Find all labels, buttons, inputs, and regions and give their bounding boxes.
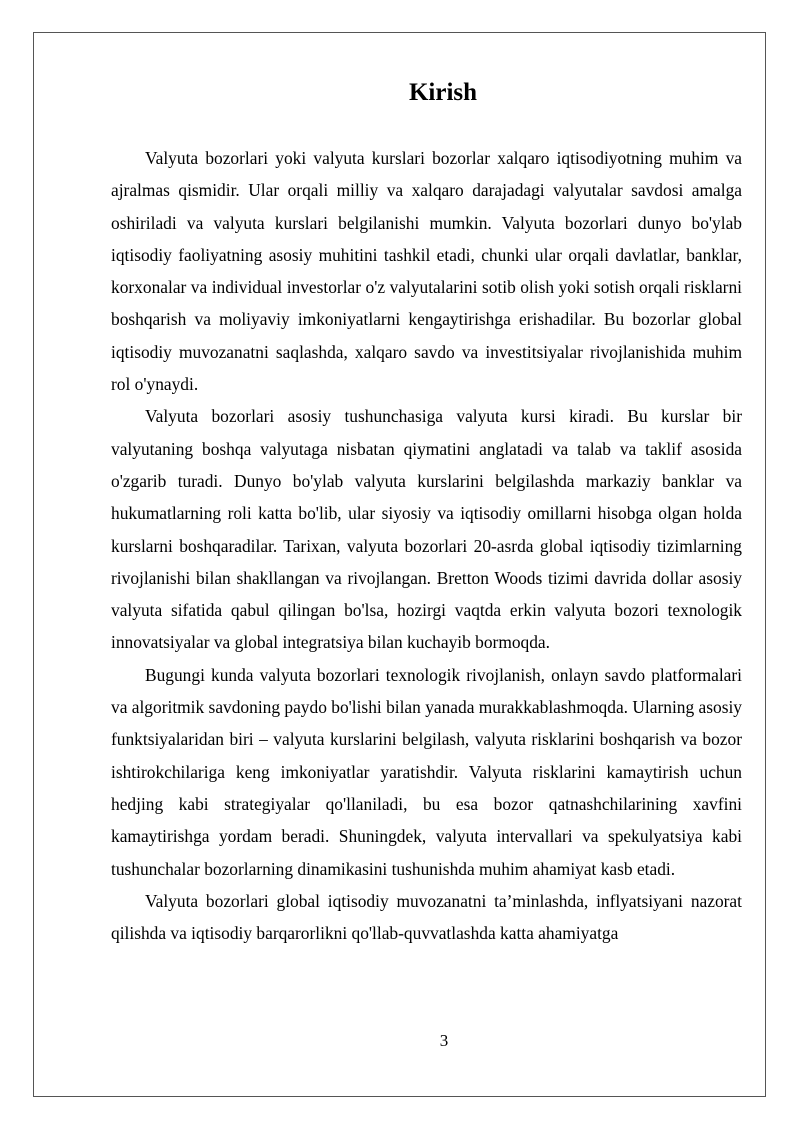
paragraph-1: Valyuta bozorlari yoki valyuta kurslari bozorlar xalqaro iqtisodiyotning muhim va ajralmas qismidir. Ular orqali milliy va xalqaro darajadagi valyutalar savdosi amalga oshiriladi va valyuta kurslari belgilanishi mumkin. Valyuta bozorlari dunyo bo'ylab iqtisodiy faoliyatning asosiy muhitini tashkil etadi, chunki ular orqali davlatlar, banklar, korxonalar va individual investorlar o'z valyutalarini sotib olish yoki sotish orqali risklarni boshqarish va moliyaviy imkoniyatlarni kengaytirishga erishadilar. Bu bozorlar global iqtisodiy muvozanatni saqlashda, xalqaro savdo va investitsiyalar rivojlanishida muhim rol o'ynaydi. <box>111 148 742 395</box>
page-title: Kirish <box>408 79 478 106</box>
paragraph-3: Bugungi kunda valyuta bozorlari texnologik rivojlanish, onlayn savdo platformalari va algoritmik savdoning paydo bo'lishi bilan yanada murakkablashmoqda. Ularning asosiy funktsiyalaridan biri – valyuta kurslarini belgilash, valyuta risklarini boshqarish va bozor ishtirokchilariga keng imkoniyatlar yaratishdir. Valyuta risklarini kamaytirish uchun hedjing kabi strategiyalar qo'llaniladi, bu esa bozor qatnashchilarining xavfini kamaytirishga yordam beradi. Shuningdek, valyuta intervallari va spekulyatsiya kabi tushunchalar bozorlarning dinamikasini tushunishda muhim ahamiyat kasb etadi. <box>111 664 743 879</box>
document-body <box>111 142 742 949</box>
page-number: 3 <box>420 1027 468 1055</box>
paragraph-4: Valyuta bozorlari global iqtisodiy muvozanatni ta’minlashda, inflyatsiyani nazorat qilishda va iqtisodiy barqarorlikni qo'llab-quvvatlashda katta ahamiyatga <box>111 890 742 944</box>
paragraph-2: Valyuta bozorlari asosiy tushunchasiga valyuta kursi kiradi. Bu kurslar bir valyutaning boshqa valyutaga nisbatan qiymatini anglatadi va talab va taklif asosida o'zgarib turadi. Dunyo bo'ylab valyuta kurslarini belgilashda markaziy banklar va hukumatlarning roli katta bo'lib, ular siyosiy va iqtisodiy omillarni hisobga olgan holda kurslarni boshqaradilar. Tarixan, valyuta bozorlari 20-asrda global iqtisodiy tizimlarning rivojlanishi bilan shakllangan va rivojlangan. Bretton Woods tizimi davrida dollar asosiy valyuta sifatida qabul qilingan bo'lsa, hozirgi vaqtda erkin valyuta bozori texnologik innovatsiyalar va global integratsiya bilan kuchayib bormoqda. <box>111 406 742 653</box>
